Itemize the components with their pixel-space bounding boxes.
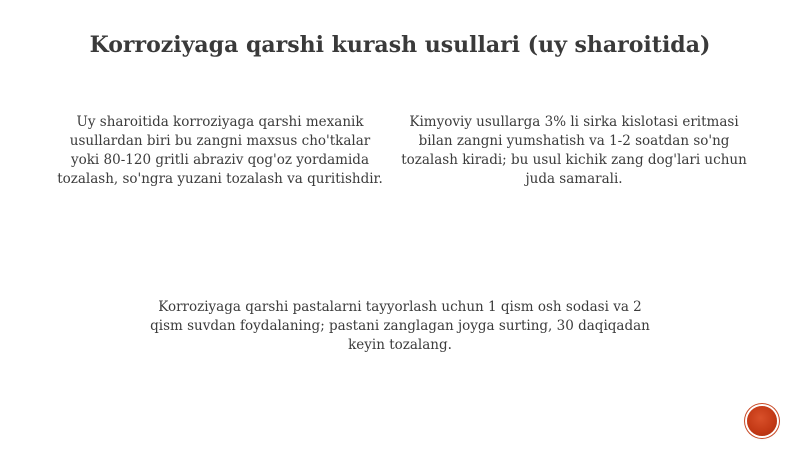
bottom-paragraph: Korroziyaga qarshi pastalarni tayyorlash uchun 1 qism osh sodasi va 2 qism suvdan foydalaning; pastani zanglagan joyga surting, 30 daqiqadan keyin tozalang. bbox=[150, 299, 650, 353]
left-paragraph: Uy sharoitida korroziyaga qarshi mexanik usullardan biri bu zangni maxsus cho'tkalar yoki 80-120 gritli abraziv qog'oz yordamida tozalash, so'ngra yuzani tozalash va quritishdir. bbox=[57, 114, 383, 187]
right-paragraph: Kimyoviy usullarga 3% li sirka kislotasi eritmasi bilan zangni yumshatish va 1-2 soatdan so'ng tozalash kiradi; bu usul kichik zang dog'lari uchun juda samarali. bbox=[401, 114, 747, 187]
slide-title: Korroziyaga qarshi kurash usullari (uy sharoitida) bbox=[89, 32, 711, 58]
next-slide-button[interactable] bbox=[747, 406, 777, 436]
